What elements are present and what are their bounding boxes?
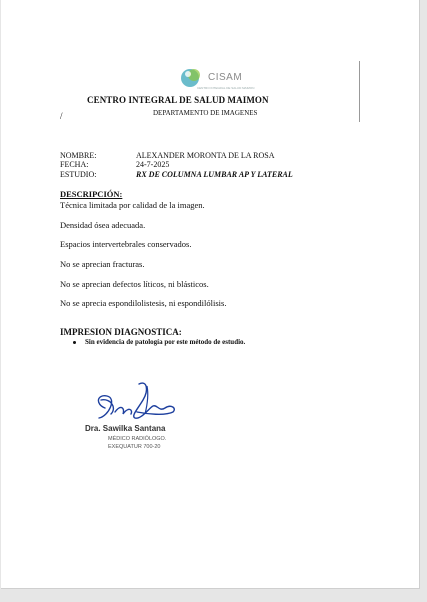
study-name: RX DE COLUMNA LUMBAR AP Y LATERAL <box>136 170 293 179</box>
logo-subtext: CENTRO INTEGRAL DE SALUD MAIMON <box>197 86 255 90</box>
institution-title: CENTRO INTEGRAL DE SALUD MAIMON <box>87 95 269 105</box>
study-date: 24-7-2025 <box>136 160 170 169</box>
study-label: ESTUDIO: <box>60 170 97 179</box>
bullet-icon <box>73 341 76 344</box>
header-mark: / <box>60 111 63 121</box>
report-page <box>1 0 420 589</box>
description-line: Densidad ósea adecuada. <box>60 220 146 230</box>
description-line: Espacios intervertebrales conservados. <box>60 239 192 249</box>
physician-name: Dra. Sawilka Santana <box>85 424 166 433</box>
description-line: No se aprecian defectos líticos, ni blásticos. <box>60 279 209 289</box>
description-line: No se aprecian fracturas. <box>60 259 145 269</box>
department-name: DEPARTAMENTO DE IMAGENES <box>153 109 258 117</box>
physician-license: EXEQUATUR 700-20 <box>108 444 161 450</box>
description-line: No se aprecia espondilolistesis, ni espondilólisis. <box>60 298 227 308</box>
impression-text: Sin evidencia de patología por este método de estudio. <box>85 338 246 346</box>
logo-text: CISAM <box>208 72 243 83</box>
header-divider <box>359 61 360 122</box>
signature-icon <box>87 378 183 424</box>
impression-item <box>73 338 245 346</box>
patient-name: ALEXANDER MORONTA DE LA ROSA <box>136 151 275 160</box>
description-heading: DESCRIPCIÓN: <box>60 189 123 199</box>
date-label: FECHA: <box>60 160 89 169</box>
impression-heading: IMPRESION DIAGNOSTICA: <box>60 327 182 337</box>
description-line: Técnica limitada por calidad de la imagen. <box>60 200 205 210</box>
physician-title: MÉDICO RADIÓLOGO. <box>108 436 167 442</box>
name-label: NOMBRE: <box>60 151 97 160</box>
